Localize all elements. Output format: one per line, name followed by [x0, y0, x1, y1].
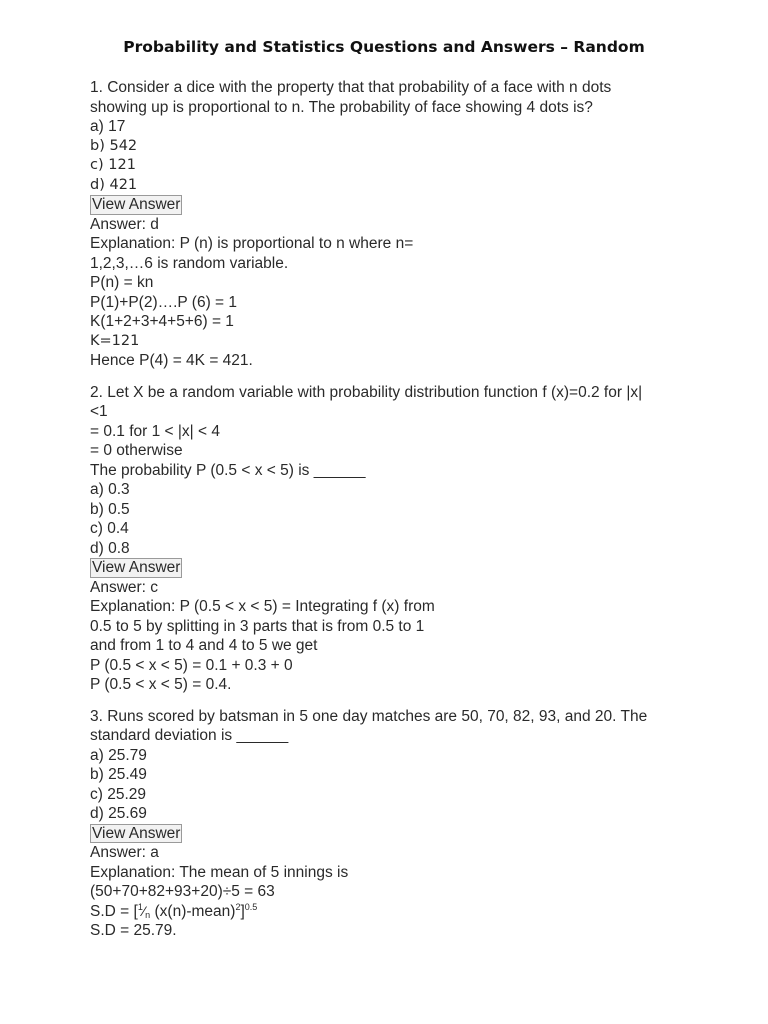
question-3 [90, 707, 690, 941]
view-answer-button[interactable]: View Answer [92, 559, 181, 576]
option-d: d) 0.8 [90, 539, 130, 557]
explanation-line: P (0.5 < x < 5) = 0.4. [90, 676, 232, 693]
view-answer-button[interactable]: View Answer [92, 196, 181, 213]
questions-content [90, 78, 690, 953]
question-1 [90, 78, 690, 371]
question-text-line: The probability P (0.5 < x < 5) is ______ [90, 461, 366, 479]
view-answer-button[interactable]: View Answer [92, 824, 181, 842]
question-text-line: <1 [90, 403, 108, 420]
answer-text: Answer: a [90, 844, 159, 861]
option-d: d) 25.69 [90, 805, 147, 822]
question-text-line: 1. Consider a dice with the property that that probability of a face with n dots [90, 79, 612, 96]
option-c: c) 121 [90, 157, 136, 173]
option-a: a) 17 [90, 118, 126, 135]
explanation-line: P(n) = kn [90, 274, 154, 291]
sd-formula-line [90, 902, 690, 922]
question-text-line: = 0.1 for 1 < |x| < 4 [90, 422, 220, 440]
page-title: Probability and Statistics Questions and Answers – Random [123, 38, 645, 56]
explanation-line: Hence P(4) = 4K = 421. [90, 352, 253, 369]
option-b: b) 542 [90, 137, 138, 154]
option-a: a) 0.3 [90, 481, 130, 498]
explanation-line: K(1+2+3+4+5+6) = 1 [90, 313, 234, 330]
option-d: d) 421 [90, 176, 138, 193]
explanation-line: 0.5 to 5 by splitting in 3 parts that is from 0.5 to 1 [90, 617, 425, 635]
square-exponent: 2 [235, 901, 241, 912]
option-a: a) 25.79 [90, 746, 147, 764]
sd-close: ] [240, 902, 245, 920]
option-b: b) 0.5 [90, 500, 130, 518]
option-b: b) 25.49 [90, 766, 147, 783]
explanation-line: Explanation: The mean of 5 innings is [90, 863, 349, 881]
question-text-line: standard deviation is ______ [90, 727, 289, 744]
question-text-line: = 0 otherwise [90, 442, 183, 459]
explanation-line: P(1)+P(2)….P (6) = 1 [90, 293, 238, 311]
explanation-line: Explanation: P (n) is proportional to n where n= [90, 235, 414, 252]
explanation-line: Explanation: P (0.5 < x < 5) = Integrating f (x) from [90, 598, 435, 615]
explanation-line: S.D = 25.79. [90, 922, 177, 939]
explanation-line: (50+70+82+93+20)÷5 = 63 [90, 883, 275, 900]
answer-text: Answer: d [90, 215, 159, 233]
question-text-line: 3. Runs scored by batsman in 5 one day matches are 50, 70, 82, 93, and 20. The [90, 707, 648, 725]
sd-prefix: S.D = [ [90, 902, 138, 920]
answer-text: Answer: c [90, 578, 159, 596]
fraction-denominator: n [145, 909, 151, 920]
option-c: c) 0.4 [90, 520, 129, 537]
question-2 [90, 383, 690, 695]
fraction-numerator: 1 [137, 901, 143, 912]
fraction [138, 903, 150, 919]
explanation-line: and from 1 to 4 and 4 to 5 we get [90, 637, 318, 654]
question-text-line: showing up is proportional to n. The probability of face showing 4 dots is? [90, 98, 593, 116]
sd-middle: (x(n)-mean) [150, 902, 236, 920]
option-c: c) 25.29 [90, 785, 147, 803]
explanation-line: K=121 [90, 332, 140, 349]
question-text-line: 2. Let X be a random variable with probability distribution function f (x)=0.2 for |x| [90, 383, 643, 401]
fraction-slash: ⁄ [142, 902, 146, 919]
power-exponent: 0.5 [244, 901, 258, 912]
explanation-line: 1,2,3,…6 is random variable. [90, 254, 289, 272]
explanation-line: P (0.5 < x < 5) = 0.1 + 0.3 + 0 [90, 656, 293, 674]
